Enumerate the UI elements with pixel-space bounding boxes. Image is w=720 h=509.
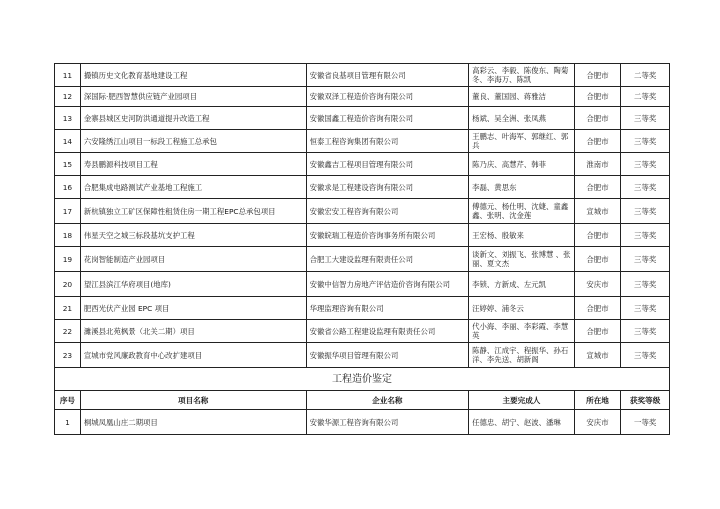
- row-number: 11: [55, 64, 81, 87]
- project-name: 新杭镇独立工矿区保障性租赁住房一期工程EPC总承包项目: [80, 199, 306, 224]
- key-people: 王鹏志、叶海军、郭继红、郭兵: [469, 130, 575, 153]
- table-row: [55, 107, 670, 130]
- city: 合肥市: [574, 130, 621, 153]
- project-name: 宣城市党风廉政教育中心改扩建项目: [80, 343, 306, 368]
- city: 合肥市: [574, 297, 621, 320]
- project-name: 望江县滨江华府项目(地库): [80, 272, 306, 297]
- row-number: 23: [55, 343, 81, 368]
- table-header-row: [55, 391, 670, 410]
- project-name: 寿县鹏源科技项目工程: [80, 153, 306, 176]
- award-level: 二等奖: [621, 64, 670, 87]
- row-number: 12: [55, 87, 81, 107]
- company-name: 安徽求是工程建设咨询有限公司: [306, 176, 469, 199]
- row-number: 1: [55, 410, 81, 435]
- project-name: 六安隆绣江山项目一标段工程施工总承包: [80, 130, 306, 153]
- project-name: 桐城凤凰山庄二期项目: [80, 410, 306, 435]
- key-people: 高彩云、李毅、陈俊东、陶菊冬、李海万、陈凯: [469, 64, 575, 87]
- company-name: 华理监理咨询有限公司: [306, 297, 469, 320]
- project-name: 濉溪县北苑枫景（北关二期）项目: [80, 320, 306, 343]
- row-number: 15: [55, 153, 81, 176]
- row-number: 16: [55, 176, 81, 199]
- table-row: [55, 320, 670, 343]
- award-level: 三等奖: [621, 130, 670, 153]
- key-people: 陈乃庆、高慧芹、韩菲: [469, 153, 575, 176]
- section-title-row: [55, 368, 670, 391]
- table-row: [55, 410, 670, 435]
- company-name: 安徽宏安工程咨询有限公司: [306, 199, 469, 224]
- key-people: 王宏杨、殷敏来: [469, 224, 575, 247]
- project-name: 伟星天空之城三标段基坑支护工程: [80, 224, 306, 247]
- key-people: 汪婷婷、浦冬云: [469, 297, 575, 320]
- city: 合肥市: [574, 64, 621, 87]
- table-row: [55, 297, 670, 320]
- table-row: [55, 153, 670, 176]
- project-name: 花岗智能制造产业园项目: [80, 247, 306, 272]
- city: 合肥市: [574, 320, 621, 343]
- header-level: 获奖等级: [621, 391, 670, 410]
- table-row: [55, 224, 670, 247]
- row-number: 17: [55, 199, 81, 224]
- key-people: 代小海、李丽、李彩霞、李慧英: [469, 320, 575, 343]
- award-level: 三等奖: [621, 297, 670, 320]
- table-row: [55, 272, 670, 297]
- row-number: 13: [55, 107, 81, 130]
- project-name: 撮镇历史文化教育基地建设工程: [80, 64, 306, 87]
- city: 安庆市: [574, 272, 621, 297]
- key-people: 谈新文、刘振飞、张博慧 、张丽、夏文杰: [469, 247, 575, 272]
- project-name: 合肥集成电路测试产业基地工程施工: [80, 176, 306, 199]
- city: 宣城市: [574, 199, 621, 224]
- award-level: 三等奖: [621, 153, 670, 176]
- award-level: 三等奖: [621, 343, 670, 368]
- company-name: 安徽国鑫工程造价咨询有限公司: [306, 107, 469, 130]
- table-row: [55, 343, 670, 368]
- award-level: 三等奖: [621, 199, 670, 224]
- project-name: 肥西光伏产业园 EPC 项目: [80, 297, 306, 320]
- award-level: 三等奖: [621, 272, 670, 297]
- company-name: 安徽省良基项目管理有限公司: [306, 64, 469, 87]
- city: 宣城市: [574, 343, 621, 368]
- header-project: 项目名称: [80, 391, 306, 410]
- award-level: 二等奖: [621, 87, 670, 107]
- award-level: 三等奖: [621, 224, 670, 247]
- company-name: 安徽皖瑞工程造价咨询事务所有限公司: [306, 224, 469, 247]
- company-name: 安徽省公路工程建设监理有限责任公司: [306, 320, 469, 343]
- awards-table: [54, 63, 670, 435]
- company-name: 安徽鑫吉工程项目管理有限公司: [306, 153, 469, 176]
- city: 淮南市: [574, 153, 621, 176]
- table-row: [55, 199, 670, 224]
- city: 合肥市: [574, 247, 621, 272]
- row-number: 19: [55, 247, 81, 272]
- city: 合肥市: [574, 87, 621, 107]
- company-name: 安徽振华项目管理有限公司: [306, 343, 469, 368]
- row-number: 14: [55, 130, 81, 153]
- header-company: 企业名称: [306, 391, 469, 410]
- company-name: 安徽双泽工程造价咨询有限公司: [306, 87, 469, 107]
- header-city: 所在地: [574, 391, 621, 410]
- key-people: 陈静、江成宇、程振华、孙石洋、李先送、胡新阁: [469, 343, 575, 368]
- award-level: 三等奖: [621, 176, 670, 199]
- award-level: 三等奖: [621, 320, 670, 343]
- table-row: [55, 247, 670, 272]
- header-no: 序号: [55, 391, 81, 410]
- key-people: 任德忠、胡宁、赵波、潘琳: [469, 410, 575, 435]
- project-name: 深国际·肥西智慧供应链产业园项目: [80, 87, 306, 107]
- project-name: 金寨县城区史河防洪通道提升改造工程: [80, 107, 306, 130]
- company-name: 安徽华源工程咨询有限公司: [306, 410, 469, 435]
- key-people: 李锁、方新成、左元凯: [469, 272, 575, 297]
- table-row: [55, 64, 670, 87]
- key-people: 董良、董国园、蒋雅洁: [469, 87, 575, 107]
- key-people: 李磊、黄思东: [469, 176, 575, 199]
- section-title: 工程造价鉴定: [55, 368, 670, 391]
- award-level: 三等奖: [621, 107, 670, 130]
- table-row: [55, 176, 670, 199]
- table-row: [55, 130, 670, 153]
- row-number: 18: [55, 224, 81, 247]
- city: 合肥市: [574, 107, 621, 130]
- row-number: 22: [55, 320, 81, 343]
- city: 合肥市: [574, 176, 621, 199]
- company-name: 安徽中信智力房地产评估造价咨询有限公司: [306, 272, 469, 297]
- company-name: 合肥工大建设监理有限责任公司: [306, 247, 469, 272]
- key-people: 傅德元、杨仕明、沈婕、童鑫鑫、张明、沈金莲: [469, 199, 575, 224]
- header-people: 主要完成人: [469, 391, 575, 410]
- award-level: 三等奖: [621, 247, 670, 272]
- award-level: 一等奖: [621, 410, 670, 435]
- key-people: 杨斌、吴全洲、张凤燕: [469, 107, 575, 130]
- company-name: 恒泰工程咨询集团有限公司: [306, 130, 469, 153]
- table-row: [55, 87, 670, 107]
- city: 安庆市: [574, 410, 621, 435]
- row-number: 21: [55, 297, 81, 320]
- city: 合肥市: [574, 224, 621, 247]
- row-number: 20: [55, 272, 81, 297]
